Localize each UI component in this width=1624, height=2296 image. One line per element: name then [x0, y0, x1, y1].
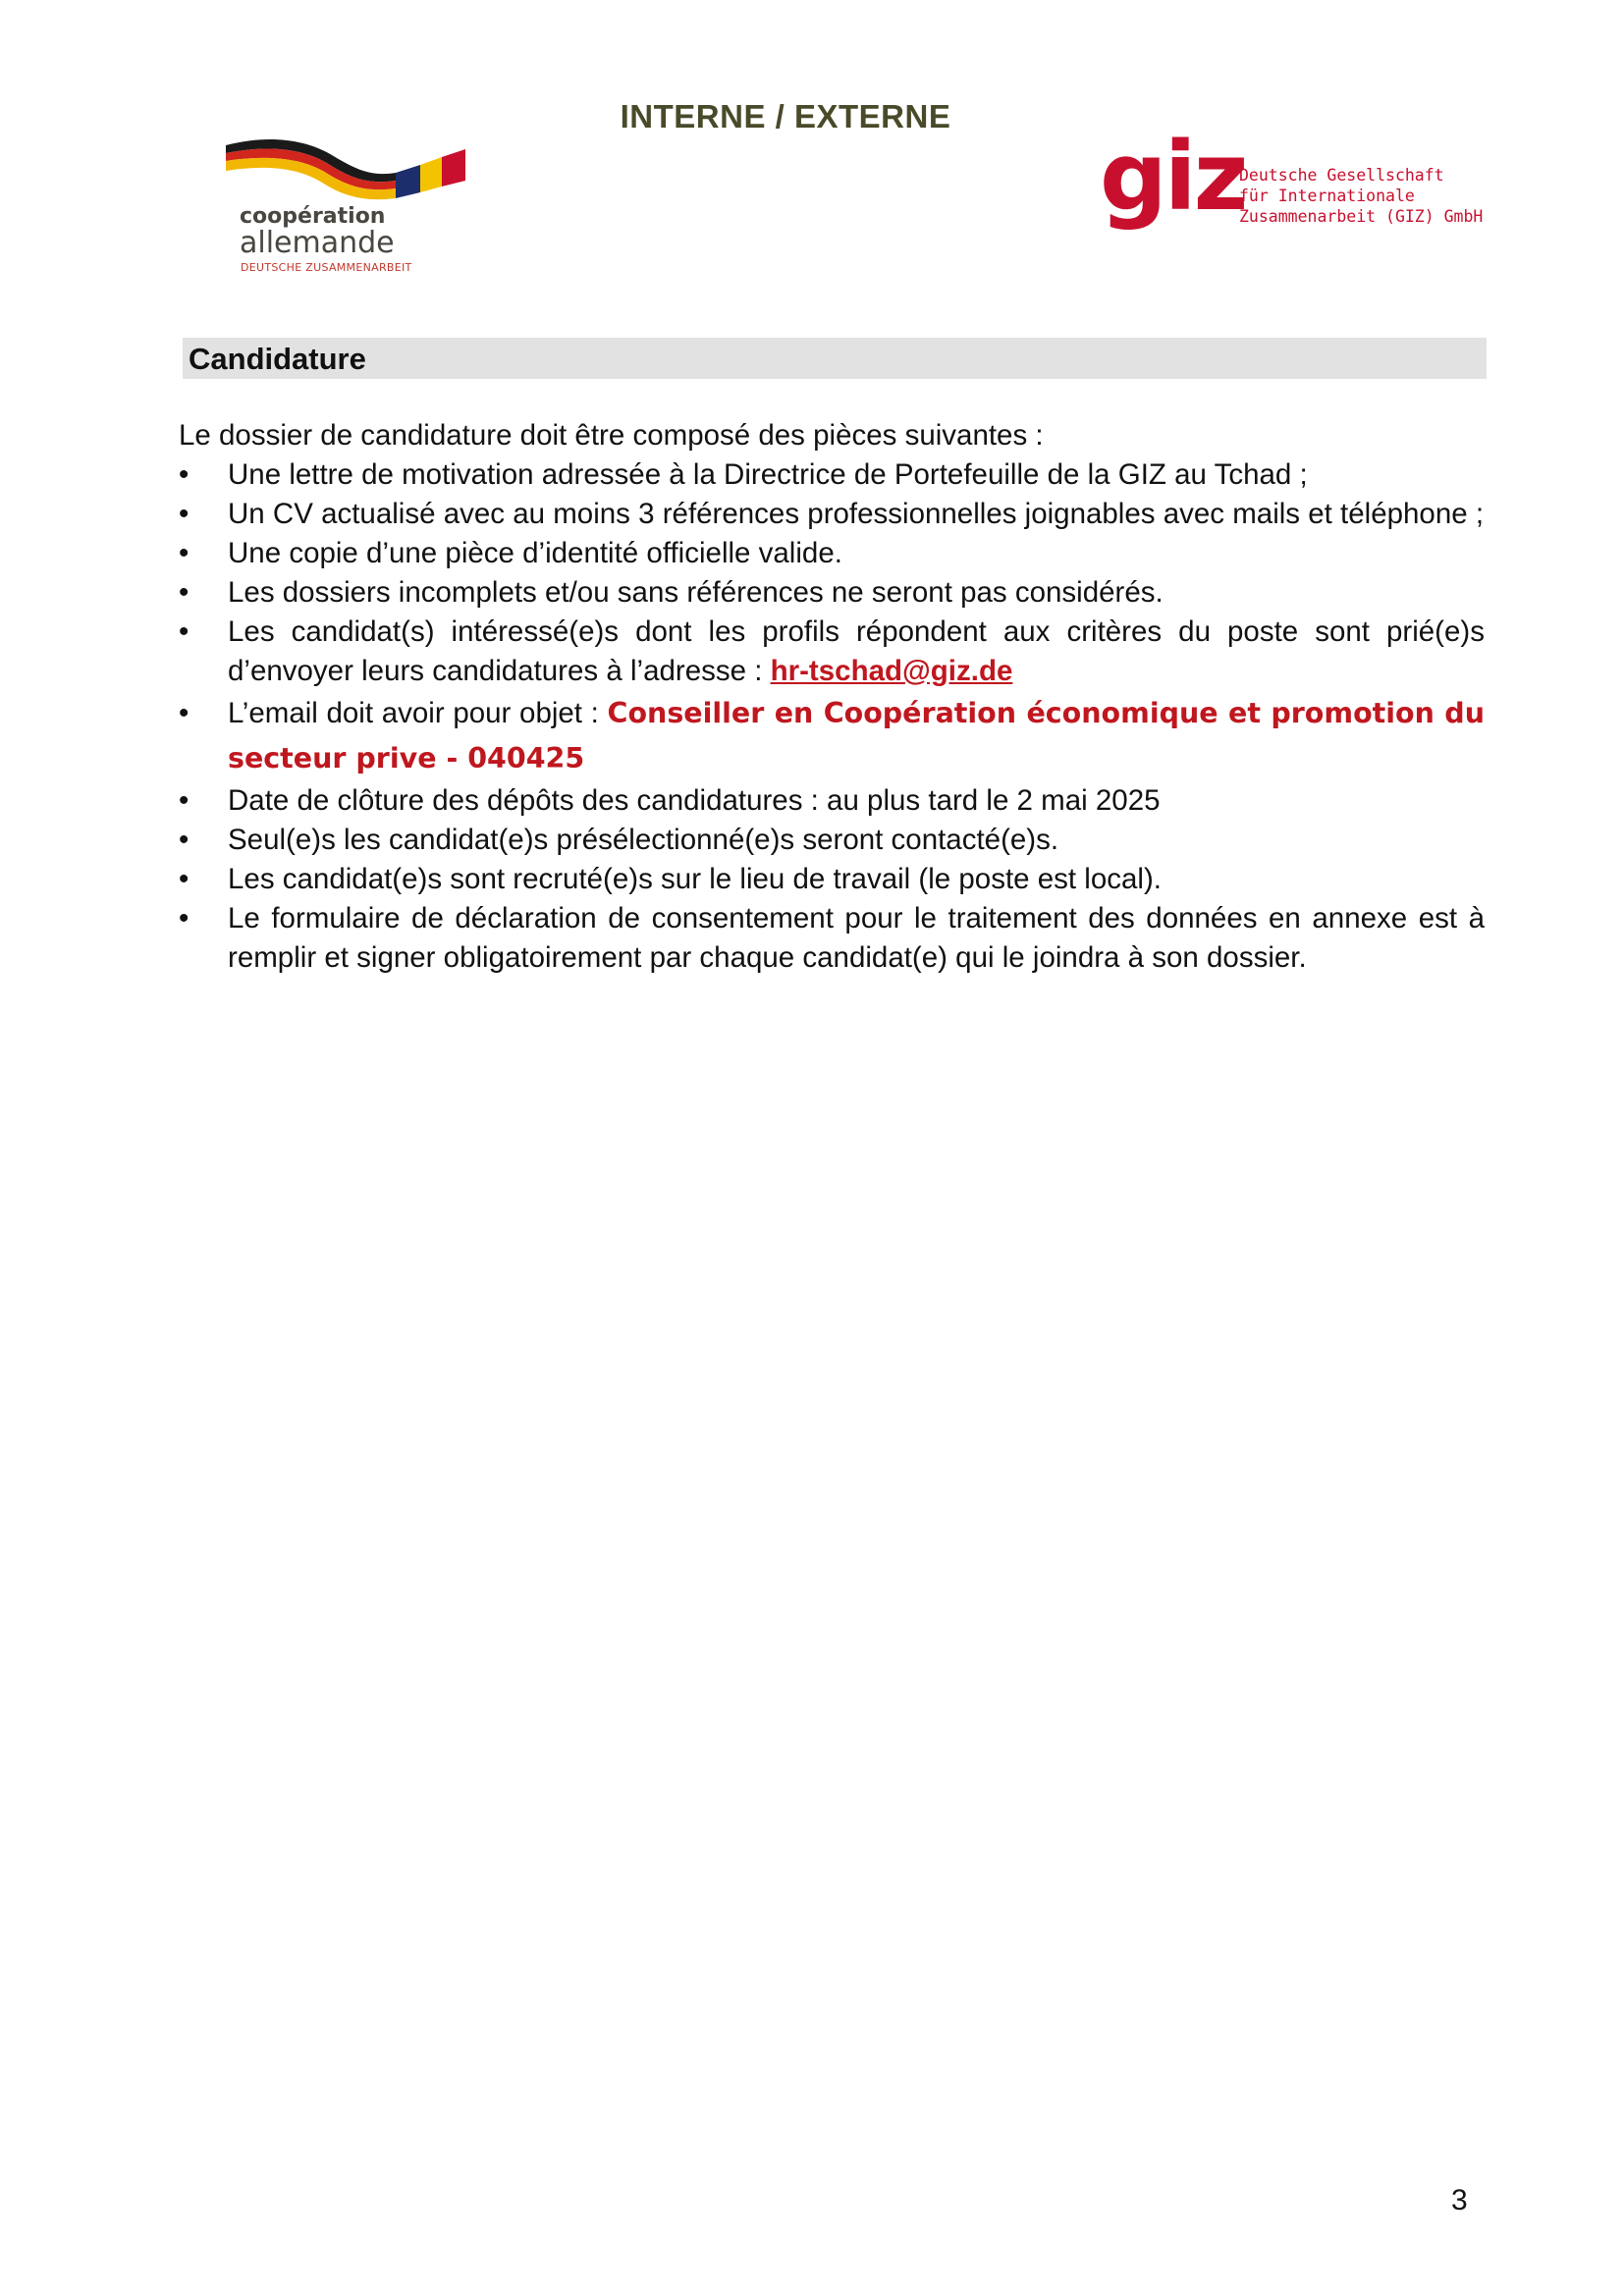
- cooperation-allemande-logo: [224, 135, 469, 273]
- giz-logo: [1100, 122, 1492, 257]
- list-item: • Une lettre de motivation adressée à la Directrice de Portefeuille de la GIZ au Tchad ;: [179, 455, 1485, 495]
- list-item: • L’email doit avoir pour objet : Conseiller en Coopération économique et promotion du secteur prive - 040425: [179, 691, 1485, 781]
- giz-logo-line2: für Internationale: [1239, 187, 1415, 205]
- email-subject: Conseiller en Coopération économique et promotion du secteur prive - 040425: [228, 697, 1485, 774]
- list-item: • Un CV actualisé avec au moins 3 références professionnelles joignables avec mails et téléphone ;: [179, 495, 1485, 534]
- giz-logo-mark: giz: [1100, 122, 1246, 232]
- intro-paragraph: Le dossier de candidature doit être composé des pièces suivantes :: [179, 419, 1044, 452]
- giz-logo-text: [1239, 165, 1483, 227]
- page-number: 3: [1451, 2184, 1468, 2216]
- coop-logo-line2: allemande: [240, 226, 395, 260]
- list-item: • Date de clôture des dépôts des candidatures : au plus tard le 2 mai 2025: [179, 781, 1485, 821]
- list-item: • Les dossiers incomplets et/ou sans références ne seront pas considérés.: [179, 573, 1485, 613]
- coop-logo-line3: DEUTSCHE ZUSAMMENARBEIT: [241, 261, 412, 274]
- list-item: • Une copie d’une pièce d’identité officielle valide.: [179, 534, 1485, 573]
- giz-logo-line1: Deutsche Gesellschaft: [1239, 166, 1444, 185]
- list-item: • Les candidat(s) intéressé(e)s dont les profils répondent aux critères du poste sont prié(e)s d’envoyer leurs candidatures à l’adresse : hr-tschad@giz.de: [179, 613, 1485, 691]
- requirements-list: [179, 455, 1485, 978]
- list-item: • Les candidat(e)s sont recruté(e)s sur le lieu de travail (le poste est local).: [179, 860, 1485, 899]
- document-body: [179, 416, 1485, 978]
- giz-logo-line3: Zusammenarbeit (GIZ) GmbH: [1239, 207, 1484, 226]
- section-heading-bar: [183, 338, 1487, 379]
- flag-ribbon-graphic: [224, 135, 469, 214]
- section-title: Candidature: [189, 342, 366, 376]
- document-classification: INTERNE / EXTERNE: [620, 98, 951, 134]
- coop-logo-line1: coopération: [240, 204, 386, 229]
- application-email-link[interactable]: hr-tschad@giz.de: [770, 655, 1013, 687]
- list-item: • Seul(e)s les candidat(e)s présélectionné(e)s seront contacté(e)s.: [179, 821, 1485, 860]
- list-item: • Le formulaire de déclaration de consentement pour le traitement des données en annexe est à remplir et signer obligatoirement par chaque candidat(e) qui le joindra à son dossier.: [179, 899, 1485, 978]
